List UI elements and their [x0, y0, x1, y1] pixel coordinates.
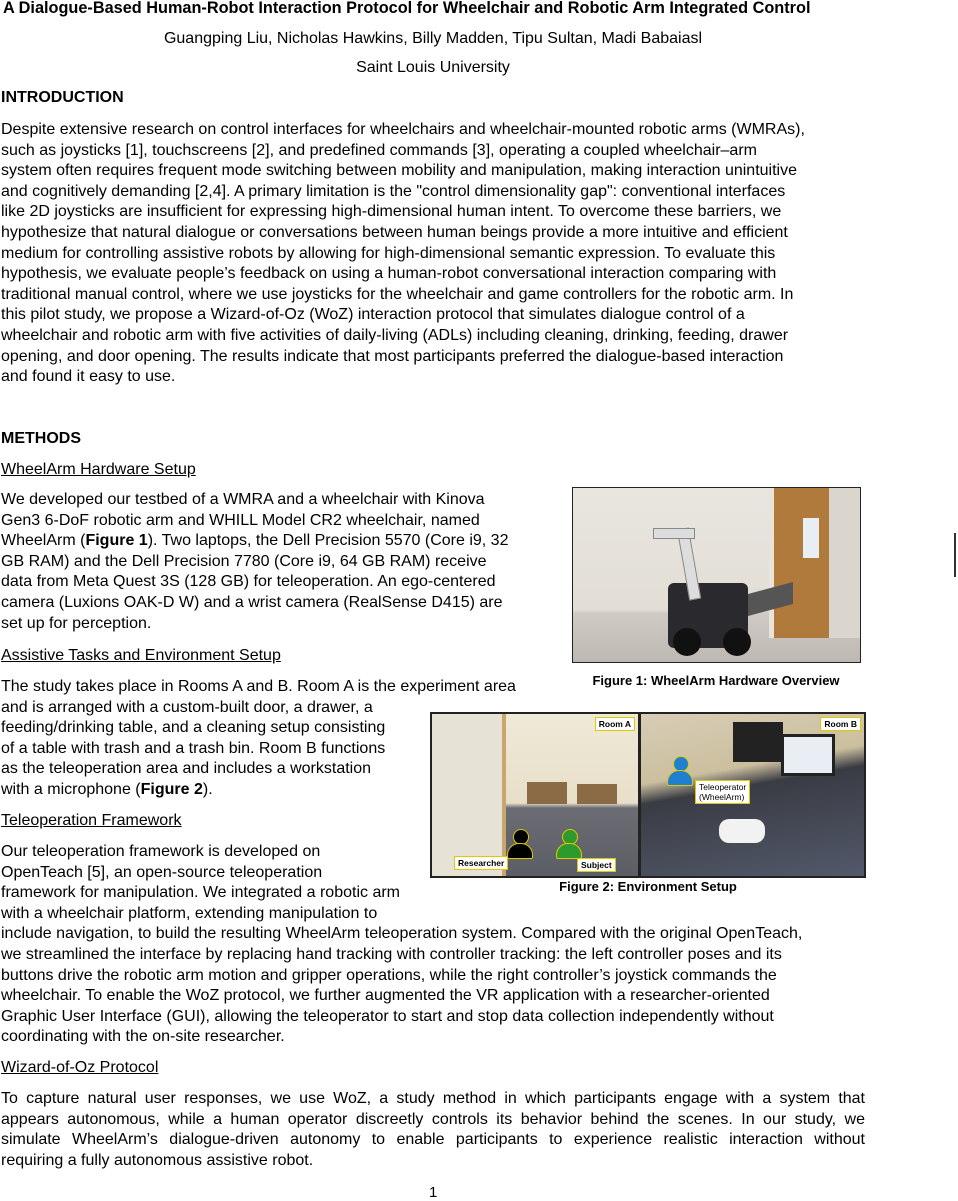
teleop-heading: Teleoperation Framework	[1, 812, 182, 829]
researcher-label: Researcher	[454, 856, 508, 870]
subject-label: Subject	[577, 858, 616, 872]
text-line: Our teleoperation framework is developed on	[1, 843, 321, 860]
text-line: Graphic User Interface (GUI), allowing the teleoperator to start and stop data collection independently without	[1, 1007, 774, 1025]
researcher-person-icon	[507, 829, 533, 859]
text-line: requiring a fully autonomous assistive robot.	[1, 1151, 314, 1169]
hardware-paragraph	[1, 490, 508, 634]
text-line: this pilot study, we propose a Wizard-of-Oz (WoZ) interaction protocol that simulates dialogue control of a	[1, 306, 745, 324]
table-shape	[577, 784, 617, 804]
subject-person-icon	[556, 829, 582, 859]
text-line: We developed our testbed of a WMRA and a wheelchair with Kinova	[1, 491, 485, 508]
vr-headset-shape	[719, 819, 765, 843]
text-line: coordinating with the on-site researcher.	[1, 1028, 285, 1046]
text-line: data from Meta Quest 3S (128 GB) for teleoperation. An ego-centered	[1, 573, 496, 591]
text-line: framework for manipulation. We integrated a robotic arm	[1, 884, 400, 902]
room-b-panel	[641, 714, 864, 876]
text-line: we streamlined the interface by replacing hand tracking with controller tracking: the left controller poses and its	[1, 945, 782, 963]
door-shape	[432, 714, 506, 876]
wheel	[723, 628, 751, 656]
wheel	[673, 628, 701, 656]
paper-title: A Dialogue-Based Human-Robot Interaction Protocol for Wheelchair and Robotic Arm Integrated Control	[3, 0, 811, 17]
hardware-heading: WheelArm Hardware Setup	[1, 461, 196, 478]
text-line: GB RAM) and the Dell Precision 7780 (Core i9, 64 GB RAM) receive	[1, 552, 487, 570]
text-line: camera (Luxions OAK-D W) and a wrist camera (RealSense D415) are	[1, 593, 503, 611]
room-a-label: Room A	[595, 717, 635, 731]
teleoperator-label	[695, 780, 750, 804]
text-line: include navigation, to build the resulting WheelArm teleoperation system. Compared with the original OpenTeach,	[1, 925, 803, 943]
text-line: of a table with trash and a trash bin. Room B functions	[1, 739, 386, 757]
text-line: hypothesis, we evaluate people’s feedback on using a human-robot conversational interaction comparing with	[1, 265, 777, 283]
text-line: hypothesize that natural dialogue or conversations between human beings provide a more intuitive and efficient	[1, 223, 788, 241]
text-line: wheelchair and robotic arm with five activities of daily-living (ADLs) including cleaning, drinking, feeding, drawer	[1, 326, 789, 344]
teleoperator-label-sub: (WheelArm)	[699, 792, 745, 802]
affiliation: Saint Louis University	[356, 59, 510, 76]
tasks-heading: Assistive Tasks and Environment Setup	[1, 647, 281, 664]
figure-reference: Figure 2	[140, 780, 203, 798]
monitor-shape	[781, 734, 835, 776]
text-line: feeding/drinking table, and a cleaning setup consisting	[1, 719, 386, 737]
text-line: Gen3 6-DoF robotic arm and WHILL Model CR2 wheelchair, named	[1, 511, 480, 529]
text-line: such as joysticks [1], touchscreens [2], and predefined commands [3], operating a coupled wheelchair–arm	[1, 141, 757, 159]
figure1-caption: Figure 1: WheelArm Hardware Overview	[592, 673, 840, 688]
text-line: like 2D joysticks are insufficient for expressing high-dimensional human intent. To overcome these barriers, we	[1, 203, 782, 221]
text-line: buttons drive the robotic arm motion and gripper operations, while the right controller’s joystick commands the	[1, 966, 777, 984]
margin-bar	[954, 533, 956, 577]
methods-heading: METHODS	[1, 430, 81, 447]
figure2-caption: Figure 2: Environment Setup	[559, 879, 737, 894]
text-line: To capture natural user responses, we use WoZ, a study method in which participants engage with a system that	[1, 1090, 865, 1107]
introduction-heading: INTRODUCTION	[1, 89, 124, 106]
figure-reference: Figure 1	[85, 532, 148, 550]
introduction-paragraph	[1, 120, 805, 388]
teleoperator-label-text: Teleoperator	[699, 782, 747, 792]
text-line: appears autonomous, while a human operator discreetly controls its behavior behind the scenes. In our study, we	[1, 1110, 865, 1128]
authors: Guangping Liu, Nicholas Hawkins, Billy Madden, Tipu Sultan, Madi Babaiasl	[163, 30, 703, 47]
text-line: Despite extensive research on control interfaces for wheelchairs and wheelchair-mounted robotic arms (WMRAs),	[1, 121, 805, 138]
robot-arm-link	[653, 528, 695, 539]
woz-heading: Wizard-of-Oz Protocol	[1, 1059, 159, 1076]
text-line: WheelArm (Figure 1). Two laptops, the Dell Precision 5570 (Core i9, 32	[1, 532, 509, 550]
room-a-panel	[432, 714, 638, 876]
text-line: and is arranged with a custom-built door, a drawer, a	[1, 698, 373, 716]
text-line: OpenTeach [5], an open-source teleoperation	[1, 863, 323, 881]
text-line: simulate WheelArm’s dialogue-driven autonomy to enable participants to experience realistic interaction without	[1, 1131, 865, 1149]
text-line: The study takes place in Rooms A and B. Room A is the experiment area	[1, 678, 516, 695]
room-b-label: Room B	[820, 717, 861, 731]
monitor-shape	[733, 722, 783, 762]
door-shape	[769, 488, 834, 638]
text-line: with a wheelchair platform, extending manipulation to	[1, 904, 378, 922]
page-number: 1	[429, 1184, 438, 1201]
text-line: with a microphone (Figure 2).	[1, 780, 213, 798]
table-shape	[527, 782, 567, 804]
text-line: traditional manual control, where we use joysticks for the wheelchair and game controllers for the robotic arm. In	[1, 285, 794, 303]
woz-paragraph	[1, 1089, 865, 1171]
text-line: medium for controlling assistive robots by allowing for high-dimensional semantic expression. To evaluate this	[1, 244, 776, 262]
figure1-image	[572, 487, 861, 663]
text-line: opening, and door opening. The results indicate that most participants preferred the dialogue-based interaction	[1, 347, 784, 365]
text-line: and cognitively demanding [2,4]. A primary limitation is the "control dimensionality gap": conventional interfaces	[1, 182, 786, 200]
text-line: and found it easy to use.	[1, 368, 176, 386]
teleoperator-person-icon	[667, 756, 693, 786]
figure2-image	[430, 712, 866, 878]
text-line: set up for perception.	[1, 614, 152, 632]
wall	[829, 488, 860, 638]
door-window	[803, 518, 819, 558]
text-line: system often requires frequent mode switching between mobility and manipulation, making interaction unintuitive	[1, 162, 797, 180]
text-line: as the teleoperation area and includes a workstation	[1, 760, 372, 778]
text-line: wheelchair. To enable the WoZ protocol, we further augmented the VR application with a researcher-oriented	[1, 987, 770, 1005]
